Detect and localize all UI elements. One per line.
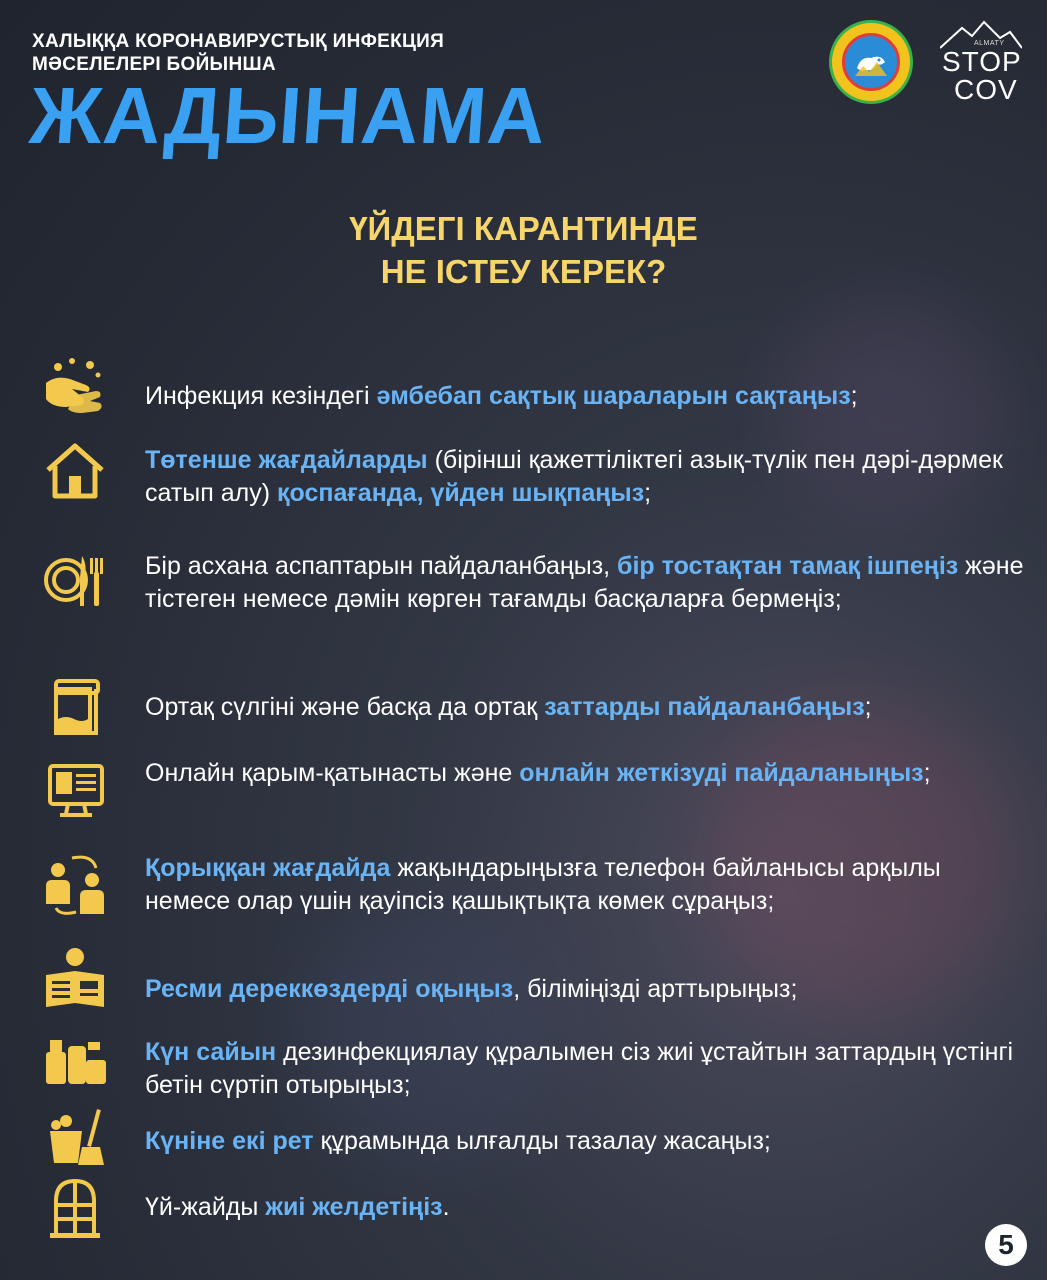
list-item-text: Ресми дереккөздерді оқыңыз, біліміңізді арттырыңыз; [145, 975, 798, 1003]
list-item-text: Қорыққан жағдайда жақындарыңызға телефон байланысы арқылы немесе олар үшін қауіпсіз қашықтықта көмек сұраңыз; [145, 854, 941, 915]
section-heading-line2: НЕ ІСТЕУ КЕРЕК? [380, 253, 667, 290]
list-item-text: Күн сайын дезинфекциялау құралымен сіз жиі ұстайтын заттардың үстінгі бетін сүртіп отырыңыз; [145, 1038, 1014, 1099]
header-subtitle [32, 30, 444, 76]
list-item-text: Үй-жайды жиі желдетіңіз. [145, 1193, 450, 1221]
page-title: ЖАДЫНАМА [26, 71, 550, 160]
stop-cov-logo [938, 20, 1024, 106]
bucket-broom-icon [42, 1105, 108, 1171]
header-subtitle-line2: МӘСЕЛЕЛЕРІ БОЙЫНША [32, 54, 276, 75]
almaty-emblem-logo [829, 20, 913, 104]
list-item-text: Күніне екі рет құрамында ылғалды тазалау жасаңыз; [145, 1127, 771, 1155]
window-icon [42, 1175, 108, 1241]
monitor-icon [42, 758, 108, 824]
house-icon [42, 438, 108, 504]
header-subtitle-line1: ХАЛЫҚҚА КОРОНАВИРУСТЫҚ ИНФЕКЦИЯ [32, 31, 445, 52]
section-heading [0, 207, 1047, 293]
list-item-text: Инфекция кезіндегі әмбебап сақтық шараларын сақтаңыз; [145, 382, 858, 410]
list-item-text: Онлайн қарым-қатынасты және онлайн жеткізуді пайдаланыңыз; [145, 759, 931, 787]
list-item-text: Ортақ сүлгіні және басқа да ортақ заттарды пайдаланбаңыз; [145, 693, 872, 721]
stop-cov-line2: COV [954, 74, 1018, 105]
list-item-text: Бір асхана аспаптарын пайдаланбаңыз, бір тостақтан тамақ ішпеңіз және тістеген немесе дәмін көрген тағамды басқаларға бермеңіз; [145, 552, 1024, 613]
handwash-icon [42, 355, 108, 421]
towel-icon [42, 675, 108, 741]
cleaning-supplies-icon [42, 1030, 108, 1096]
people-exchange-icon [42, 850, 108, 916]
section-heading-line1: ҮЙДЕГІ КАРАНТИНДЕ [349, 210, 698, 247]
stop-cov-line1: STOP [942, 46, 1022, 77]
list-item-text: Төтенше жағдайларды (бірінші қажеттіліктегі азық-түлік пен дәрі-дәрмек сатып алу) қоспағанда, үйден шықпаңыз; [145, 446, 1003, 507]
stop-cov-small-label: ALMATY [974, 40, 1005, 47]
newspaper-icon [42, 945, 108, 1011]
page-number: 5 [985, 1224, 1027, 1266]
snow-leopard-icon [851, 42, 891, 82]
dishes-icon [42, 548, 108, 614]
